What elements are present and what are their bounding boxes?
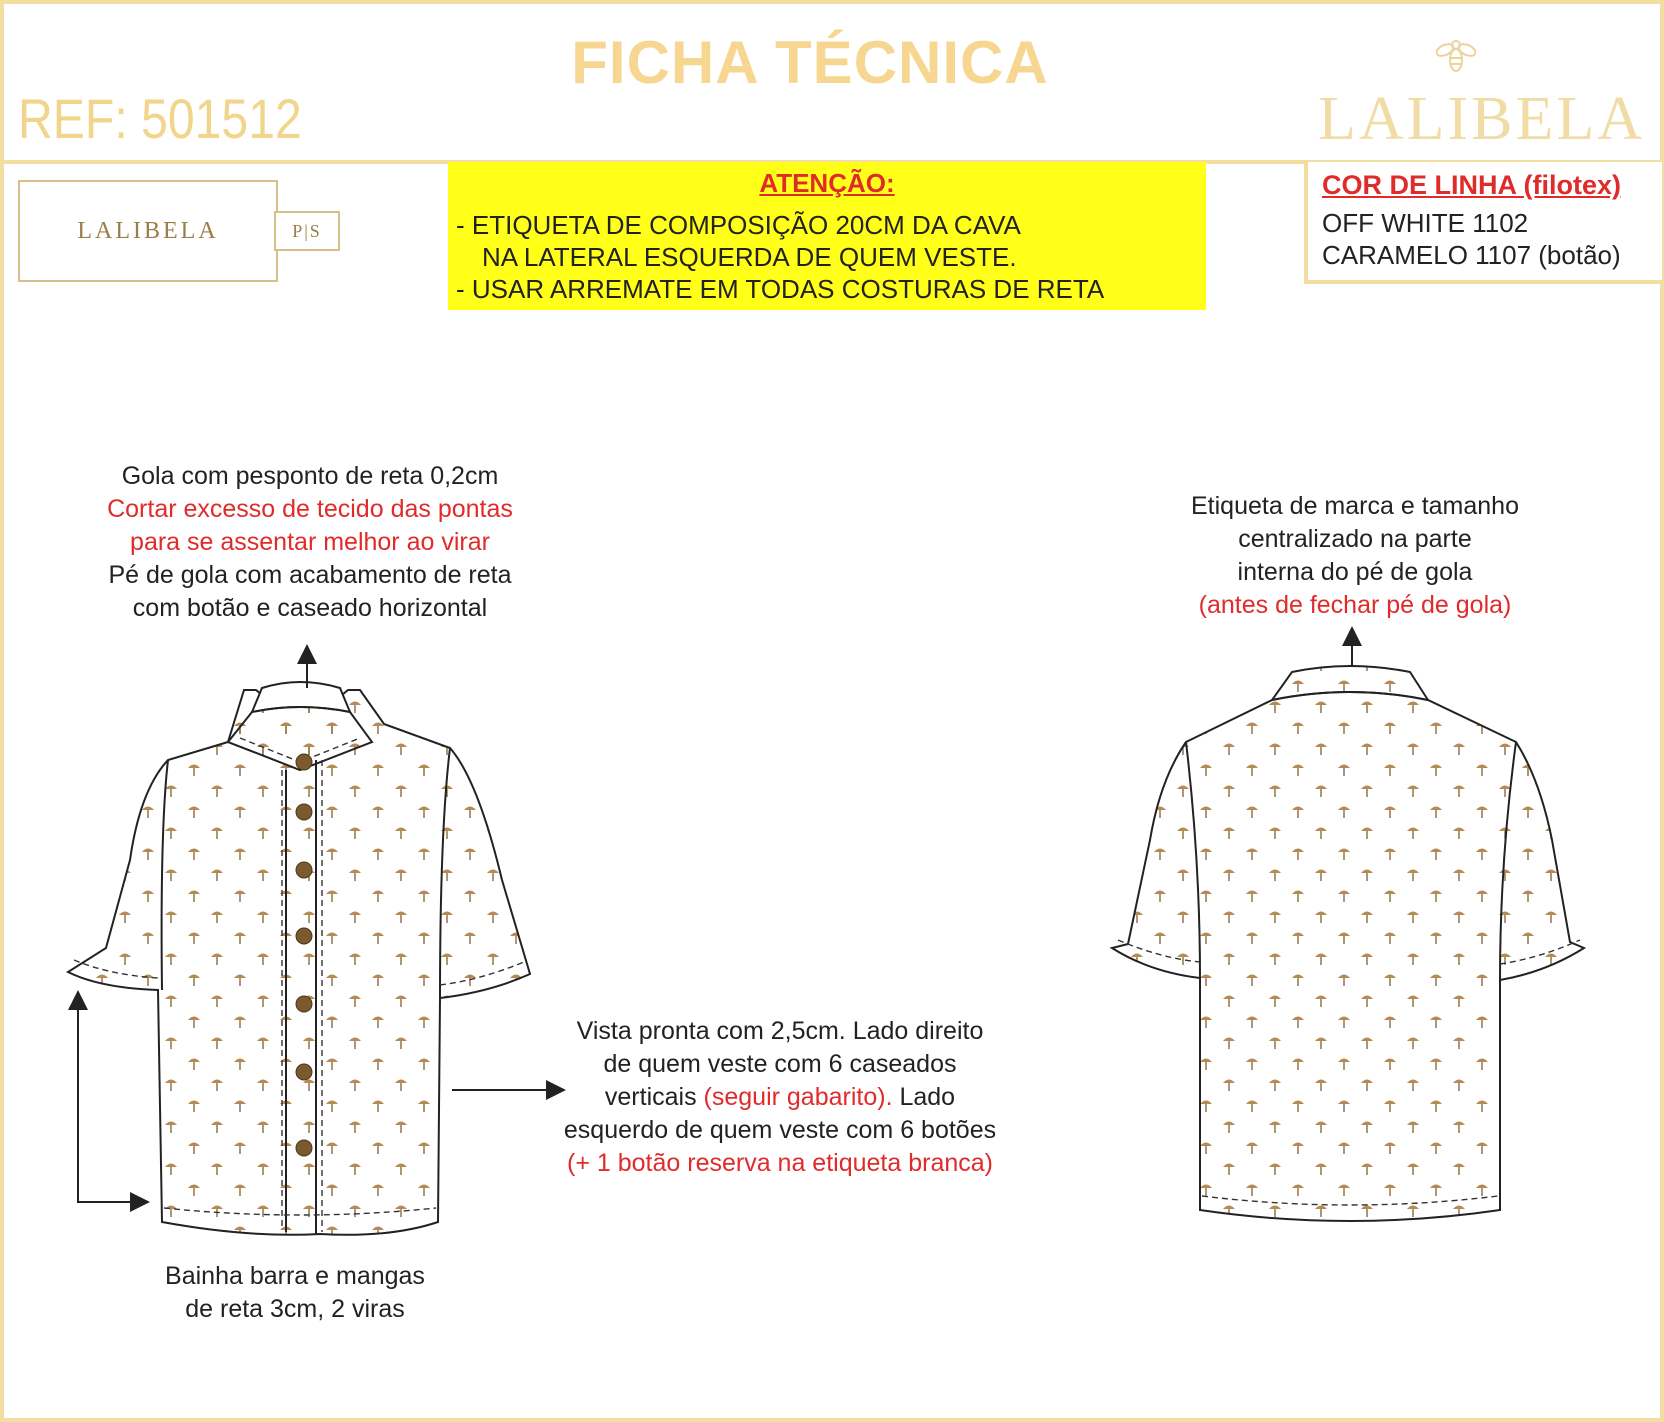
attention-line-3: - USAR ARREMATE EM TODAS COSTURAS DE RETA	[456, 274, 1105, 304]
reference-code: REF: 501512	[18, 87, 302, 150]
thread-title: COR DE LINHA (filotex)	[1322, 170, 1621, 200]
label-size-tag: P|S	[274, 211, 340, 251]
hem-note-line-1: Bainha barra e mangas	[165, 1262, 425, 1290]
back-label-note-line-4: (antes de fechar pé de gola)	[1198, 591, 1512, 619]
attention-line-1: - ETIQUETA DE COMPOSIÇÃO 20CM DA CAVA	[456, 210, 1021, 240]
placket-note-line-4: esquerdo de quem veste com 6 botões	[563, 1116, 997, 1144]
button-4	[296, 928, 312, 944]
placket-note-line-1: Vista pronta com 2,5cm. Lado direito	[576, 1017, 984, 1045]
placket-note-line-5: (+ 1 botão reserva na etiqueta branca)	[567, 1149, 993, 1177]
front-shirt-drawing	[68, 682, 530, 1235]
thread-color-2: CARAMELO 1107 (botão)	[1322, 240, 1621, 270]
hem-arrow-icon	[78, 1000, 146, 1202]
back-shirt-drawing	[1112, 666, 1584, 1221]
button-6	[296, 1064, 312, 1080]
back-label-note-line-1: Etiqueta de marca e tamanho	[1191, 492, 1519, 520]
placket-note-line-3a: verticais	[604, 1083, 697, 1111]
button-3	[296, 862, 312, 878]
placket-note-line-3b: (seguir gabarito).	[703, 1083, 893, 1111]
button-2	[296, 804, 312, 820]
page-title: FICHA TÉCNICA	[571, 29, 1049, 96]
label-brand-text: LALIBELA	[77, 218, 219, 244]
placket-note-line-3c: Lado	[899, 1083, 956, 1111]
collar-note-line-4: Pé de gola com acabamento de reta	[108, 561, 512, 589]
thread-color-1: OFF WHITE 1102	[1322, 208, 1529, 238]
brand-logo: LALIBELA	[1318, 85, 1646, 153]
hem-note-line-2: de reta 3cm, 2 viras	[185, 1295, 405, 1323]
attention-line-2: NA LATERAL ESQUERDA DE QUEM VESTE.	[482, 242, 1017, 272]
collar-note-line-3: para se assentar melhor ao virar	[130, 528, 490, 556]
button-7	[296, 1140, 312, 1156]
placket-note-line-2: de quem veste com 6 caseados	[603, 1050, 957, 1078]
attention-title: ATENÇÃO:	[759, 168, 895, 198]
collar-note-line-5: com botão e caseado horizontal	[132, 594, 488, 622]
collar-note-line-1: Gola com pesponto de reta 0,2cm	[121, 462, 499, 490]
back-label-note-line-3: interna do pé de gola	[1237, 558, 1473, 586]
button-5	[296, 996, 312, 1012]
button-1	[296, 754, 312, 770]
back-label-note-line-2: centralizado na parte	[1238, 525, 1472, 553]
collar-note-line-2: Cortar excesso de tecido das pontas	[107, 495, 513, 523]
